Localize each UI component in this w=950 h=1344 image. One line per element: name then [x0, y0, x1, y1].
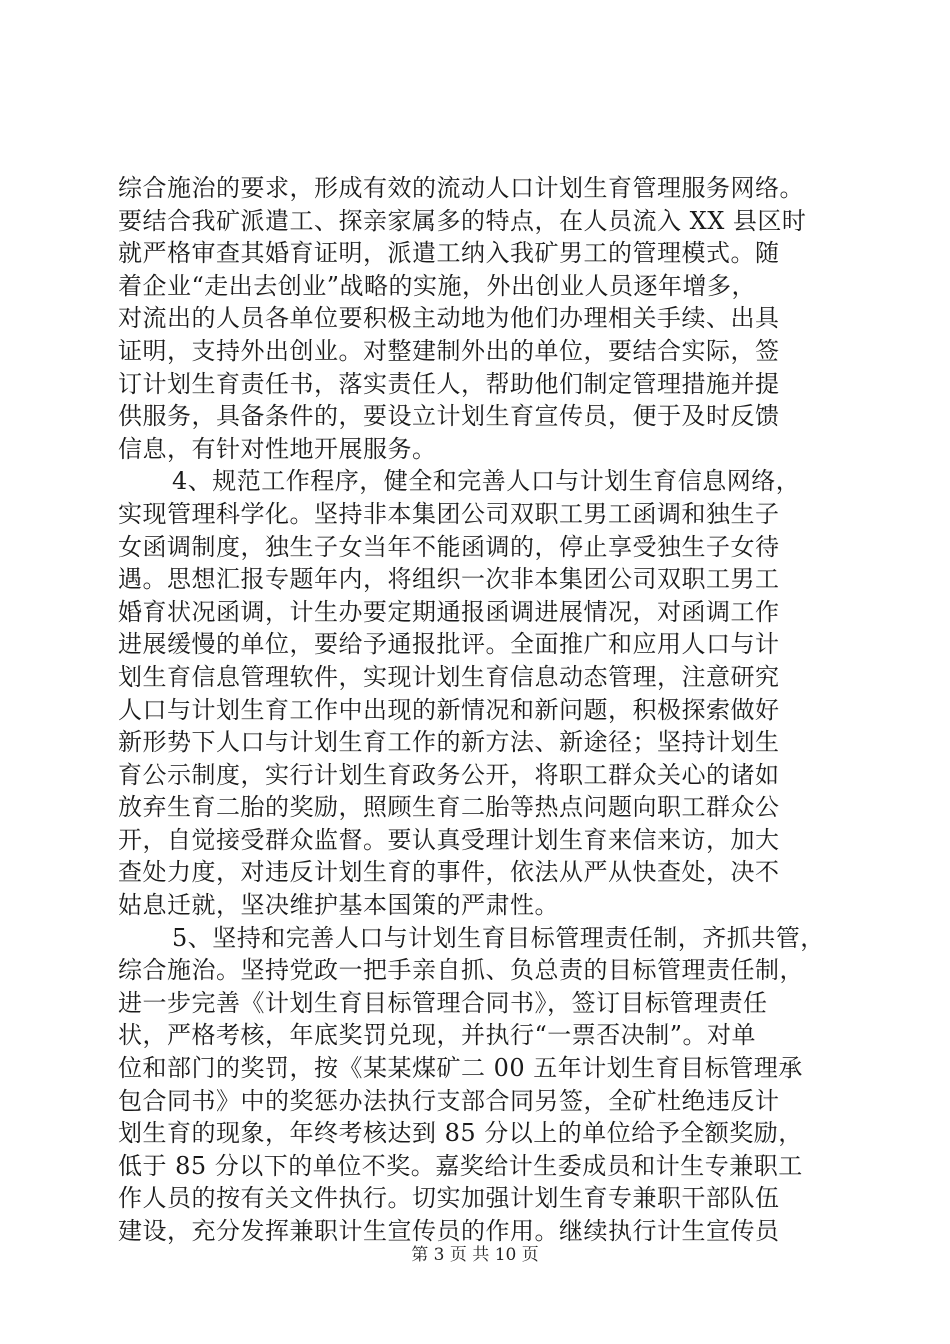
text-line: 进展缓慢的单位，要给予通报批评。全面推广和应用人口与计 [118, 630, 780, 659]
text-line: 婚育状况函调，计生办要定期通报函调进展情况，对函调工作 [118, 597, 780, 626]
text-line: 订计划生育责任书，落实责任人，帮助他们制定管理措施并提 [118, 369, 780, 398]
text-line: 供服务，具备条件的，要设立计划生育宣传员，便于及时反馈 [118, 402, 780, 431]
text-line: 查处力度，对违反计划生育的事件，依法从严从快查处，决不 [118, 858, 780, 887]
text-line: 包合同书》中的奖惩办法执行支部合同另签，全矿杜绝违反计 [118, 1086, 780, 1115]
text-line: 开，自觉接受群众监督。要认真受理计划生育来信来访，加大 [118, 825, 780, 854]
text-line: 人口与计划生育工作中出现的新情况和新问题，积极探索做好 [118, 695, 780, 724]
text-line: 综合施治。坚持党政一把手亲自抓、负总责的目标管理责任制， [118, 956, 804, 985]
text-line: 育公示制度，实行计划生育政务公开，将职工群众关心的诸如 [118, 760, 780, 789]
text-line: 遇。思想汇报专题年内，将组织一次非本集团公司双职工男工 [118, 565, 780, 594]
text-line: 综合施治的要求，形成有效的流动人口计划生育管理服务网络。 [118, 174, 804, 202]
document-body [118, 172, 838, 1248]
text-line: 5、坚持和完善人口与计划生育目标管理责任制，齐抓共管， [172, 923, 825, 952]
text-line: 实现管理科学化。坚持非本集团公司双职工男工函调和独生子 [118, 499, 780, 528]
text-line: 证明，支持外出创业。对整建制外出的单位，要结合实际，签 [118, 336, 780, 365]
text-line: 着企业“走出去创业”战略的实施，外出创业人员逐年增多， [118, 271, 757, 300]
text-line: 进一步完善《计划生育目标管理合同书》，签订目标管理责任 [118, 988, 768, 1017]
text-line: 状，严格考核，年底奖罚兑现，并执行“一票否决制”。对单 [118, 1021, 757, 1050]
text-line: 姑息迁就，坚决维护基本国策的严肃性。 [118, 891, 559, 920]
text-line: 建设，充分发挥兼职计生宣传员的作用。继续执行计生宣传员 [118, 1217, 780, 1245]
text-line: 女函调制度，独生子女当年不能函调的，停止享受独生子女待 [118, 532, 780, 561]
text-line: 4、规范工作程序，健全和完善人口与计划生育信息网络， [172, 467, 801, 496]
text-line: 信息，有针对性地开展服务。 [118, 434, 437, 463]
text-line: 划生育信息管理软件，实现计划生育信息动态管理，注意研究 [118, 662, 780, 691]
text-line: 低于 85 分以下的单位不奖。嘉奖给计生委成员和计生专兼职工 [118, 1151, 803, 1180]
page-number-footer: 第 3 页 共 10 页 [411, 1245, 539, 1265]
text-line: 要结合我矿派遣工、探亲家属多的特点，在人员流入 XX 县区时 [118, 206, 807, 235]
text-line: 就严格审查其婚育证明，派遣工纳入我矿男工的管理模式。随 [118, 239, 780, 268]
text-line: 新形势下人口与计划生育工作的新方法、新途径；坚持计划生 [118, 728, 780, 757]
text-line: 作人员的按有关文件执行。切实加强计划生育专兼职干部队伍 [118, 1184, 780, 1213]
text-line: 位和部门的奖罚，按《某某煤矿二 00 五年计划生育目标管理承 [118, 1054, 803, 1083]
text-line: 划生育的现象，年终考核达到 85 分以上的单位给予全额奖励， [118, 1119, 803, 1148]
text-line: 放弃生育二胎的奖励，照顾生育二胎等热点问题向职工群众公 [118, 793, 780, 822]
text-line: 对流出的人员各单位要积极主动地为他们办理相关手续、出具 [118, 304, 780, 333]
